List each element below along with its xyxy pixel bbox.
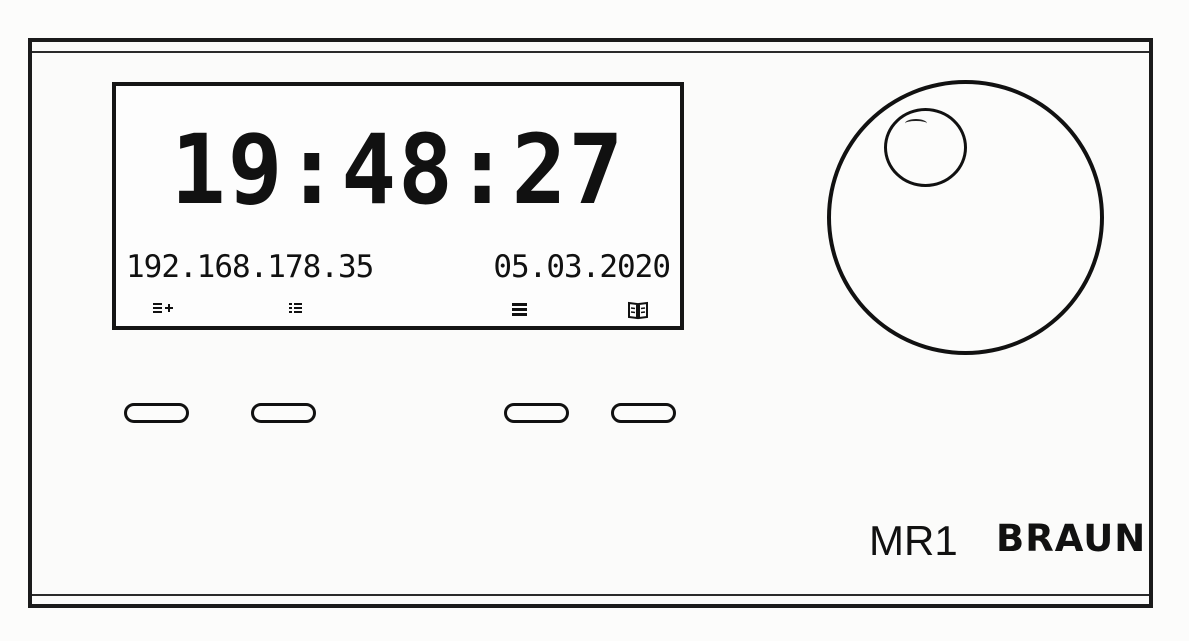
knob-grip-highlight	[905, 119, 927, 128]
model-label: MR1	[869, 517, 958, 564]
menu-icon	[511, 300, 531, 318]
bottom-rail	[32, 594, 1149, 596]
ip-address: 192.168.178.35	[126, 249, 374, 285]
knob-grip[interactable]	[884, 108, 967, 187]
soft-button-4[interactable]	[611, 403, 676, 423]
soft-button-3[interactable]	[504, 403, 569, 423]
list-icon	[288, 300, 308, 318]
list-add-icon	[152, 300, 172, 318]
clock-time: 19:48:27	[170, 114, 626, 226]
rotary-knob[interactable]	[827, 80, 1104, 355]
top-rail	[32, 51, 1149, 53]
brand-logo: BRAUN	[996, 517, 1147, 560]
lcd-display	[112, 82, 684, 330]
book-icon	[627, 300, 647, 318]
date-readout: 05.03.2020	[493, 249, 670, 285]
soft-button-1[interactable]	[124, 403, 189, 423]
soft-button-2[interactable]	[251, 403, 316, 423]
